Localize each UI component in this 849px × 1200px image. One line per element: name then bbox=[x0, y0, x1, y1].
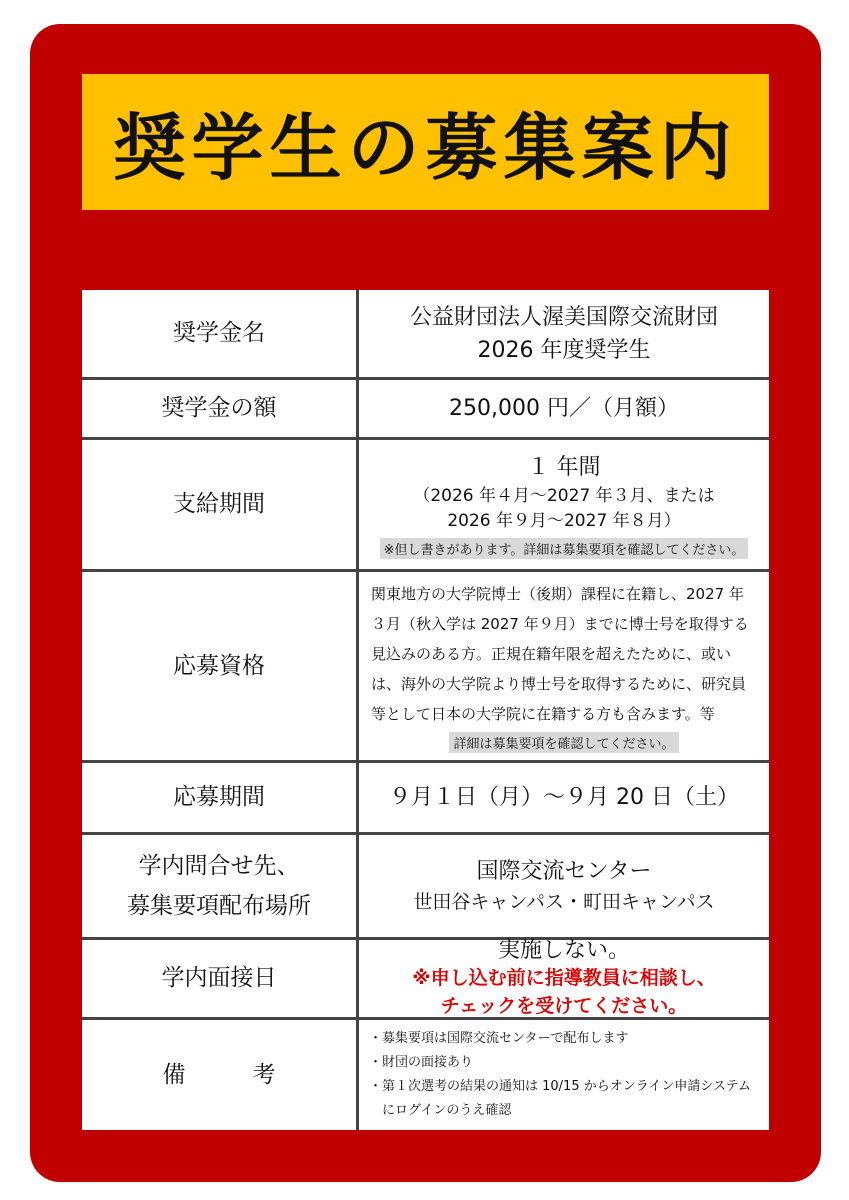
row-label-application-period: 応募期間 bbox=[82, 763, 359, 832]
interview-value: 実施しない。 bbox=[497, 937, 630, 963]
period-note: ※但し書きがあります。詳細は募集要項を確認してください。 bbox=[380, 538, 749, 559]
table-row-period bbox=[82, 440, 769, 572]
eligibility-text: 関東地方の大学院博士（後期）課程に在籍し、2027 年３月（秋入学は 2027 年９月）までに博士号を取得する見込みのある方。正規在籍年限を超えたために、或いは、海外の大学院より博士号を取得するために、研究員等として日本の大学院に在籍する方も含みます。等 bbox=[371, 585, 749, 723]
title-banner bbox=[82, 74, 769, 210]
remark-item: ・財団の面接あり bbox=[369, 1054, 474, 1070]
scholarship-name: 公益財団法人渥美国際交流財団 bbox=[409, 304, 718, 330]
row-label-period: 支給期間 bbox=[82, 440, 359, 569]
row-label-interview: 学内面接日 bbox=[82, 940, 359, 1017]
row-value-name bbox=[359, 290, 769, 377]
table-row-eligibility bbox=[82, 572, 769, 763]
row-label-remarks bbox=[82, 1020, 359, 1130]
eligibility-note: 詳細は募集要項を確認してください。 bbox=[449, 732, 678, 753]
row-value-amount bbox=[359, 380, 769, 437]
row-value-eligibility bbox=[359, 572, 769, 760]
row-label-amount: 奨学金の額 bbox=[82, 380, 359, 437]
application-period-value: ９月１日（月）～９月 20 日（土） bbox=[389, 785, 739, 810]
remark-item: にログインのうえ確認 bbox=[369, 1103, 512, 1119]
table-row-application-period bbox=[82, 763, 769, 835]
table-row-interview bbox=[82, 937, 769, 1020]
table-row-contact bbox=[82, 835, 769, 940]
row-label-name: 奨学金名 bbox=[82, 290, 359, 377]
period-detail-1: （2026 年４月～2027 年３月、または bbox=[413, 485, 715, 506]
scholarship-year: 2026 年度奨学生 bbox=[477, 337, 651, 363]
row-label-eligibility: 応募資格 bbox=[82, 572, 359, 760]
info-table bbox=[82, 290, 769, 1130]
row-value-remarks bbox=[359, 1020, 769, 1130]
row-value-period bbox=[359, 440, 769, 569]
remarks-label: 備 考 bbox=[162, 1061, 298, 1088]
contact-label-1: 学内問合せ先、 bbox=[138, 852, 300, 879]
interview-warning-2: チェックを受けてください。 bbox=[440, 994, 688, 1017]
period-detail-2: 2026 年９月～2027 年８月） bbox=[447, 511, 681, 531]
contact-office: 国際交流センター bbox=[476, 859, 652, 885]
row-value-contact bbox=[359, 835, 769, 937]
row-value-interview bbox=[359, 937, 769, 1017]
row-label-contact bbox=[82, 835, 359, 937]
remark-item: ・第１次選考の結果の通知は 10/15 からオンライン申請システム bbox=[369, 1079, 752, 1094]
period-value: １ 年間 bbox=[527, 454, 601, 480]
interview-warning-1: ※申し込む前に指導教員に相談し、 bbox=[412, 967, 716, 990]
contact-campuses: 世田谷キャンパス・町田キャンパス bbox=[413, 891, 715, 914]
row-value-application-period bbox=[359, 763, 769, 832]
contact-label-2: 募集要項配布場所 bbox=[127, 893, 311, 919]
amount-value: 250,000 円／（月額） bbox=[449, 396, 679, 421]
page-title: 奨学生の募集案内 bbox=[113, 106, 738, 190]
table-row-amount bbox=[82, 380, 769, 440]
table-row-name bbox=[82, 290, 769, 380]
table-row-remarks bbox=[82, 1020, 769, 1130]
remark-item: ・募集要項は国際交流センターで配布します bbox=[369, 1030, 629, 1046]
